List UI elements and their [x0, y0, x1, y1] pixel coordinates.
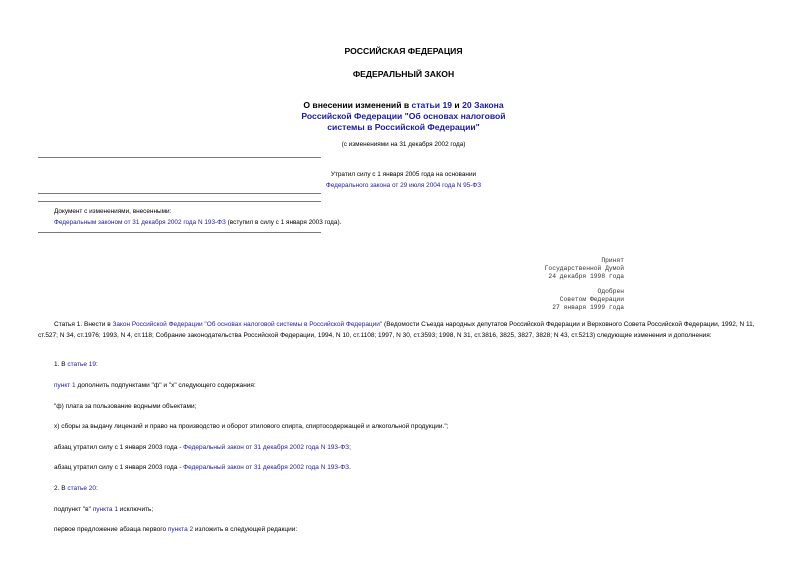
- link-punkt-2[interactable]: пункта 2: [167, 526, 194, 533]
- link-punkt-1-b[interactable]: пункта 1: [92, 506, 118, 513]
- link-article-20-body[interactable]: статье 20: [67, 485, 97, 492]
- item-5: абзац утратил силу с 1 января 2003 года - Федеральный закон от 31 декабря 2002 года N 193-ФЗ;: [54, 444, 351, 451]
- lost-force-note: [0, 169, 807, 191]
- link-article-19-body[interactable]: статье 19: [67, 361, 97, 368]
- divider: [38, 201, 321, 202]
- item-8: подпункт "в" пункта 1 исключить;: [54, 506, 154, 513]
- accepted-block: Принят Государственной Думой 24 декабря 1998 года: [544, 257, 624, 280]
- article-1: Статья 1. Внести в Закон Российской Федерации "Об основах налоговой системы в Российской Федерации" (Ведомости Съезда народных депутатов Российской Федерации и Верховного Совета Российской Федерации, 1992, N 11, ст.527; N 34, ст.1976; 1993, N 4, ст.118; Собрание законодательства Российской Федерации, 1994, N 10, ст.1108; 1997, N 30, ст.3593; 1998, N 31, ст.3816, 3825, 3827, 3828; N 43, ст.5213) следующие изменения и дополнения:: [38, 321, 755, 339]
- title-and: и: [452, 100, 463, 110]
- link-law-193fz-b[interactable]: Федеральный закон от 31 декабря 2002 года N 193-ФЗ: [183, 464, 350, 471]
- item-7: 2. В статье 20:: [54, 485, 98, 492]
- law-title: [0, 100, 807, 133]
- link-law-193fz-a[interactable]: Федеральный закон от 31 декабря 2002 года N 193-ФЗ: [183, 444, 350, 451]
- divider: [38, 157, 321, 158]
- lost-force-text: Утратил силу с 1 января 2005 года на основании: [330, 171, 477, 178]
- link-article-20[interactable]: 20: [462, 100, 472, 110]
- approved-block: Одобрен Советом Федерации 27 января 1999 года: [552, 288, 624, 311]
- header-doc-type: ФЕДЕРАЛЬНЫЙ ЗАКОН: [352, 69, 455, 79]
- doc-changes-info: [54, 207, 341, 228]
- title-pre: О внесении изменений в: [303, 100, 412, 110]
- item-6: абзац утратил силу с 1 января 2003 года - Федеральный закон от 31 декабря 2002 года N 193-ФЗ.: [54, 464, 351, 471]
- link-law-tax-basics[interactable]: Закона Российской Федерации "Об основах налоговой системы в Российской Федерации": [301, 100, 506, 132]
- link-punkt-1[interactable]: пункт 1: [54, 382, 76, 389]
- header-country: РОССИЙСКАЯ ФЕДЕРАЦИЯ: [344, 46, 463, 56]
- item-1: 1. В статье 19:: [54, 361, 98, 368]
- item-3: "ф) плата за пользование водными объектами;: [54, 403, 197, 410]
- item-2: пункт 1 дополнить подпунктами "ф" и "х" следующего содержания:: [54, 382, 256, 389]
- link-law-193fz[interactable]: Федеральным законом от 31 декабря 2002 года N 193-ФЗ: [54, 218, 226, 226]
- link-article-19[interactable]: статьи 19: [411, 100, 453, 110]
- doc-changes-tail: (вступил в силу с 1 января 2003 года).: [225, 218, 342, 226]
- item-4: х) сборы за выдачу лицензий и право на производство и оборот этилового спирта, спиртосодержащей и алкогольной продукции.";: [54, 423, 449, 430]
- doc-changes-label: Документ с изменениями, внесенными:: [54, 208, 172, 215]
- link-law-95fz[interactable]: Федерального закона от 29 июля 2004 года N 95-ФЗ: [325, 182, 482, 189]
- divider: [38, 193, 321, 194]
- link-law-ref[interactable]: Закон Российской Федерации "Об основах налоговой системы в Российской Федерации": [112, 321, 383, 328]
- divider: [38, 232, 321, 233]
- item-9: первое предложение абзаца первого пункта 2 изложить в следующей редакции:: [54, 526, 298, 533]
- subtitle-amendments: (с изменениями на 31 декабря 2002 года): [341, 141, 466, 148]
